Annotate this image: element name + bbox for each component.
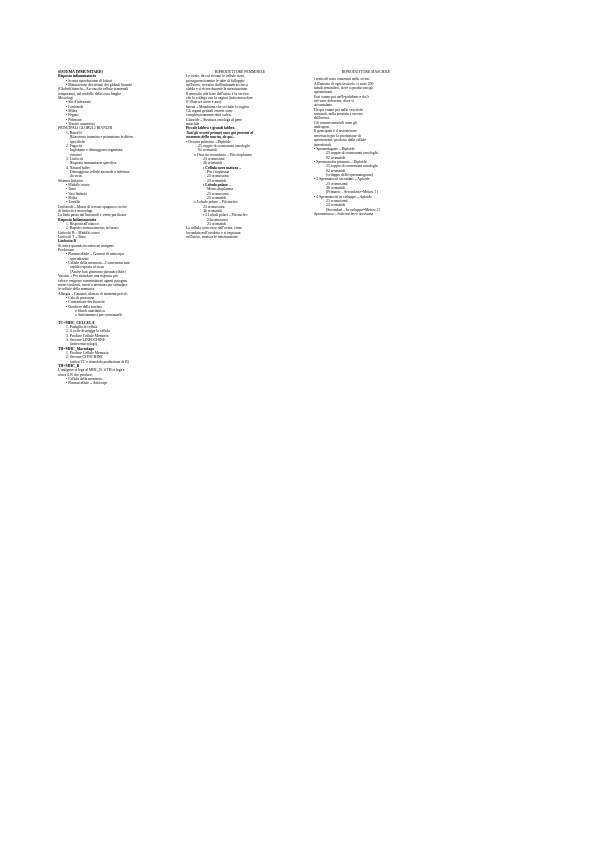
text-line: All'interno di ogni testicolo ci sono 250 (314, 81, 374, 86)
text-line: RIPRODUTTORE MASCHILE (341, 70, 391, 74)
text-line: proseguono tramite le tube di falloppio (186, 78, 245, 83)
text-line: Essi vanno poi nell'epididimo e da lì (314, 94, 369, 99)
text-line: 23 cromatidi (326, 203, 346, 208)
text-line: nell'utero, rivestito dall'endometrio che si (186, 83, 249, 88)
text-line: Piccole labbra e grandi labbra (186, 126, 235, 131)
text-line: complessivamente detti vulva. (186, 113, 232, 118)
text-line: Risposta Infiammatoria (58, 217, 97, 222)
text-line: 2. A volte distrugge la cellula (66, 329, 110, 334)
text-line: necessario per la produzione di (314, 133, 361, 138)
text-line: Microfagi (58, 96, 73, 101)
text-line: Spermatozoo→Solo nucleo e acrosoma (314, 212, 374, 216)
text-line: • Calo di pressione (66, 295, 95, 300)
text-line: • Timo (66, 187, 77, 192)
text-line: • 2 Spermatociti secondari→Aploide (314, 177, 370, 182)
text-line: 23 coppie di cromosomi omologhi (326, 151, 378, 156)
text-line: • Plasmacellule→Anticorpi (66, 381, 108, 386)
text-line: Risposta immunitaria specifica (70, 161, 117, 166)
text-line: sfalda e si ricrea durante la mestruazione. (186, 87, 249, 92)
text-line: attiva il B che produce: (58, 372, 93, 377)
text-line: di linfociti e macrofagi (58, 209, 93, 213)
text-line: [sviluppo dello spermatogonio] (326, 172, 374, 177)
text-line: 1. Basofili (66, 130, 82, 135)
text-line: 2. Fagociti (66, 143, 83, 148)
text-line: • Spermatocita primario→Diploide (314, 159, 367, 164)
text-line: da virus (70, 174, 82, 179)
text-line: interstiziali. (314, 142, 332, 147)
text-line: TC+MHC_CELLULA (58, 320, 95, 325)
text-line: tubuli seminiferi, dove si producono gli (314, 86, 374, 91)
text-line: 4. Natural killer (66, 165, 90, 170)
text-line: dall'uretra. (314, 116, 330, 121)
text-line: • Cellule della memoria→Consentono una (66, 261, 130, 266)
text-line: 23 cromosomi (207, 174, 229, 179)
text-line: • Midollo osseo (66, 182, 90, 187)
text-line: 3. Linfociti (66, 156, 83, 161)
text-line: Il muscolo alla base dell'utero è la cervice, (186, 91, 250, 96)
text-line: La cellula uovo esce dall'ovaia, viene (186, 226, 243, 231)
text-line: (attiva TC e stimolala produzione di B) (70, 359, 129, 364)
text-line: 23 coppie di cromosomi omologhi (198, 143, 250, 148)
text-line: 92 cromatidi (198, 148, 218, 153)
text-line: Meno citoplasma (207, 187, 233, 192)
text-line: estranei (70, 152, 82, 157)
text-line: Imene→Membrana che occlude la vagina. (186, 104, 250, 109)
text-line: • Gonfiore della trachea (66, 304, 102, 309)
text-line: 46 cromatidi (203, 209, 223, 213)
text-line: • Scarsa riproduzione di fattori (66, 78, 113, 83)
text-line: Inglobano e distruggono organismi (70, 148, 123, 153)
text-line: 3. Produce Cellule Memoria (66, 333, 109, 338)
text-line: • Tessuti connettivi (66, 122, 95, 127)
text-line: • Vasi linfatici (66, 191, 88, 196)
column-female-reproductive (186, 70, 294, 239)
text-line: o Antistaminici per contrastarlo (75, 313, 123, 318)
text-line: • Fegato (66, 113, 79, 118)
text-line: 1. Produce Cellule Memoria (66, 351, 109, 355)
text-line: nell'utero, innesca le mestruazione. (186, 235, 239, 240)
text-line: Producono (58, 248, 75, 253)
column-male-reproductive (314, 70, 418, 216)
text-line: nel vaso deferente, dove si (314, 99, 354, 104)
text-line: fecondata nell'ovidotto e si impianta (186, 230, 241, 235)
text-line: Le ovaie, da cui escono le cellule uovo, (186, 74, 246, 79)
text-line: le cellule della memoria (58, 287, 95, 292)
text-line: Più citoplasma (207, 169, 230, 174)
text-line: Vaccini→Per stimolare una risposta più (58, 274, 118, 279)
text-line: accumulano. (314, 103, 334, 108)
text-line: Linfonodi→Masse di tessuto spugnoso ricche (58, 204, 127, 209)
text-line: 23 coppie di cromosomi omologhi (326, 164, 378, 169)
column-immune-system (58, 70, 160, 386)
text-line: L'antigene si lega al MHC_B, il TH si lega e (58, 368, 125, 373)
text-line: ▪ Lobulo polare→ (203, 182, 232, 187)
text-line: 23 cromosomi (326, 181, 348, 186)
text-line: che lo collega con la vagina (tubo muscolare (186, 96, 253, 101)
text-line: rapida risposta al virus (70, 265, 105, 270)
text-line: 23 cromosomi (207, 191, 229, 196)
text-line: TH+MHC_Macrofago (58, 346, 95, 351)
text-line: PRINCIPALI GLOBULI BIANCHI (58, 126, 113, 131)
text-line: • Ovocita primario→Diploide (186, 139, 231, 144)
text-line: [Anche loro generano plasmacellule] (70, 269, 126, 274)
text-line: specifiche (70, 139, 86, 144)
text-line: 92 cromatidi (326, 168, 346, 173)
text-line: 23 cromosomi (203, 156, 225, 161)
text-line: meno virulenti, morti o attenuati per stimolare (58, 282, 128, 287)
text-line: • Siti d'infezione (66, 100, 91, 105)
text-line: o Lobulo polare→Più nucleo (194, 200, 238, 205)
text-line: seminali, nella prostata e escono (314, 112, 363, 117)
text-line: Gli ormoni maschili sono gli (314, 120, 358, 125)
text-line: o Ovocita secondario→Più citoplasma (194, 152, 252, 157)
text-line: momento della nascita, da qui... (186, 135, 236, 140)
text-line: 2. Rapido riconoscimento in futuro (66, 226, 119, 231)
text-line: La linfa passa dai linfonodi e viene purificata (58, 213, 126, 218)
text-line: RIPRODUTTORE FEMMINILE (214, 70, 266, 74)
text-line: • 4 Spermatociti in sviluppo→Aploide (314, 194, 372, 199)
text-line: Sistema linfatico (58, 178, 84, 183)
text-line: • Tonsille (66, 200, 81, 205)
text-line: 46 cromatidi (326, 185, 346, 190)
text-line: 23 cromosomi (203, 204, 225, 209)
text-line: TH+MHC_B (58, 364, 80, 369)
text-line: 1. Risposta all'attacco (66, 222, 99, 227)
text-line: 8-10cm tra utero e ano). (186, 100, 223, 105)
text-line: androgeni. (314, 125, 330, 130)
text-line: 46 cromatidi (203, 161, 223, 166)
text-line: 92 cromatidi (326, 155, 346, 160)
text-line: • Polmone (66, 117, 82, 122)
text-line: Linfociti B→Midollo osseo (58, 230, 100, 235)
text-line: SISTEMA IMMUNITARIO (58, 70, 104, 74)
text-line: • Cellule della memoria (66, 377, 102, 382)
text-line: Linfociti T→Timo (58, 235, 87, 240)
text-line: Da qui vanno poi nelle vescicole (314, 107, 364, 112)
text-line: (attiva macrofagi) (70, 342, 97, 347)
text-line: maschile (186, 122, 200, 127)
text-line: specializzati (70, 256, 89, 261)
text-line: 1. Punsglia la cellula (66, 324, 98, 329)
text-line: Linfocita B (58, 239, 77, 244)
text-line: ▪ Cellula uovo matura→ (203, 165, 242, 170)
text-line: • Milza (66, 109, 77, 114)
text-line: • Maturazione dei tessuti dei globuli bianchi (66, 83, 133, 88)
text-line: • Linfonodi (66, 104, 84, 109)
text-line: Allergia→Causano rilascio di istamina perciò: (58, 291, 128, 296)
text-line: 23cromosomi (207, 217, 228, 222)
text-line: Il principale è il testosterone (314, 129, 357, 134)
text-line: • Plasmacellule→Creatori di anticorpo (66, 252, 125, 257)
text-line: • Milza (66, 195, 77, 200)
text-line: Gli organi genitali esterni sono (186, 109, 233, 114)
text-line: o Shock anafilattico (75, 308, 105, 313)
text-line: veloce vengono somministrati agenti patogeni (58, 278, 128, 283)
text-line: Si attiva quando incontra un antigene (58, 243, 114, 248)
text-line: 4. Secerne LINFOCHINE (66, 337, 106, 342)
text-line: [Secondari – In sviluppo=Meiosi 2] (326, 207, 380, 212)
text-line: 23 cromosomi (326, 198, 348, 203)
text-line: Tutti gli ovociti primari sono già presenti al (186, 130, 254, 135)
text-line: 23 cromatidi (207, 195, 227, 200)
text-line: (Globuli bianchi→Escono da cellule stamenali (58, 87, 129, 92)
text-line: spermatozoi. (314, 90, 334, 95)
text-line: 23 cromatidi (207, 222, 227, 227)
text-line: temporanei, nel midollo dello ossa lunghe (58, 91, 121, 96)
text-line: Distruggono cellule anomale o infettate (70, 169, 130, 174)
text-line: Clitoride→Struttura omologa al pene (186, 117, 242, 122)
text-line: Risposta infiammatoria (58, 74, 96, 79)
text-line: • Contrazione dei bronchi (66, 300, 105, 305)
text-line: spermatozoi, prodotto dalle cellule (314, 138, 367, 143)
text-line: 2. Secerne CITOCHINE (66, 355, 103, 360)
text-line: [Primario – Secondario=Meiosi 1] (326, 190, 378, 195)
text-line: I testicoli sono contenuti nello scroto (314, 77, 370, 82)
text-line: ▪ 2 Lobuli polari→Più nucleo (203, 213, 248, 218)
text-line: Rilasciono istamina e potenziano le difese (70, 135, 134, 140)
text-line: 23 cromatidi (207, 178, 227, 183)
text-line: • Spermatogone→Diploide (314, 146, 355, 151)
